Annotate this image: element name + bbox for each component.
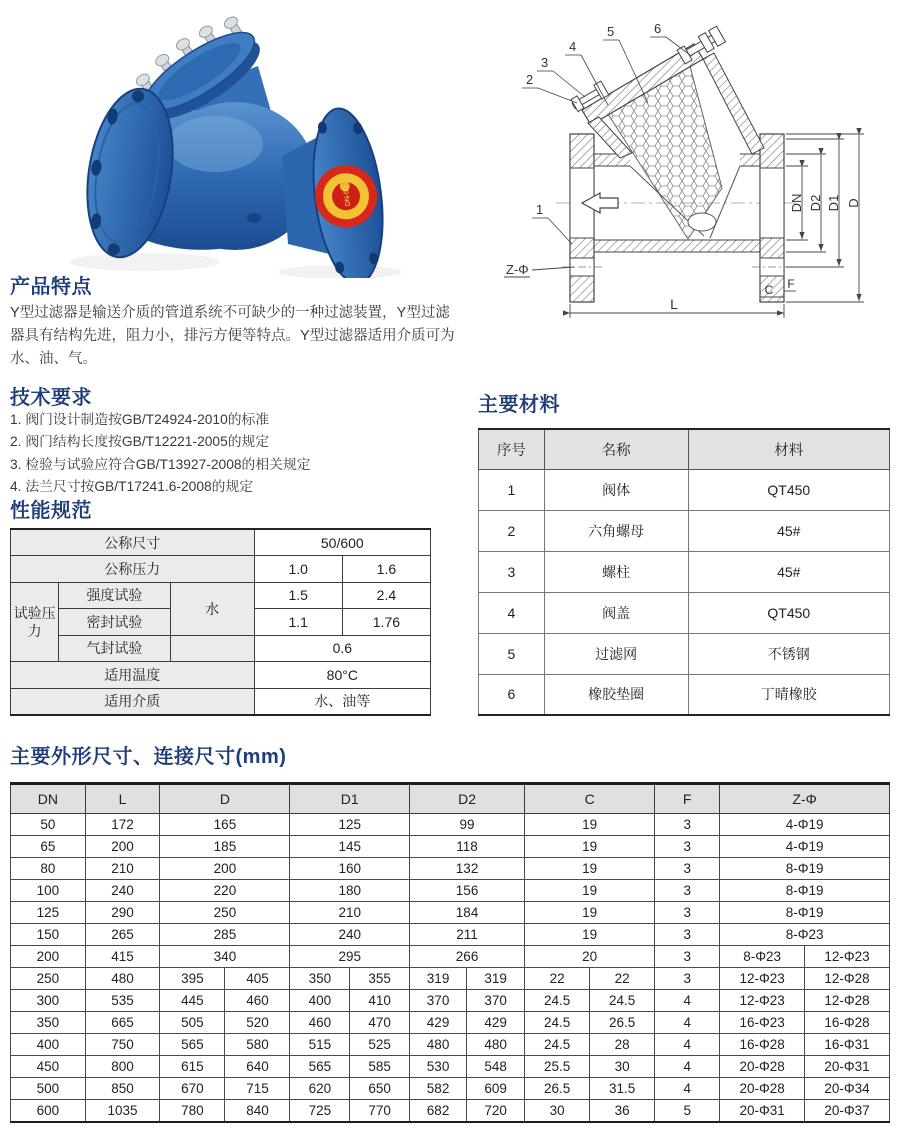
column-header: D2 — [410, 784, 525, 814]
table-cell: 125 — [290, 814, 410, 836]
table-cell: 20-Φ28 — [720, 1056, 805, 1078]
strainer-cross-section — [478, 6, 898, 331]
table-cell: 480 — [467, 1034, 525, 1056]
table-cell: 26.5 — [525, 1078, 590, 1100]
dimensions-table — [10, 782, 890, 1123]
table-cell: 4 — [655, 1034, 720, 1056]
table-cell: QT450 — [688, 592, 889, 633]
table-row — [479, 633, 890, 674]
table-row — [11, 902, 890, 924]
table-cell: 1.5 — [254, 582, 342, 609]
table-cell: 45# — [688, 510, 889, 551]
table-cell: 340 — [160, 946, 290, 968]
table-row — [479, 551, 890, 592]
column-header: L — [85, 784, 160, 814]
svg-text:D: D — [846, 198, 861, 208]
table-cell: 585 — [350, 1056, 410, 1078]
svg-text:5: 5 — [607, 24, 615, 39]
table-cell: 6 — [479, 674, 545, 715]
table-cell: 285 — [160, 924, 290, 946]
table-cell: 20 — [525, 946, 655, 968]
table-cell: 24.5 — [525, 1012, 590, 1034]
list-item: 2. 阀门结构长度按GB/T12221-2005的规定 — [10, 434, 270, 450]
table-row — [11, 1034, 890, 1056]
table-cell: 20-Φ34 — [805, 1078, 890, 1100]
table-cell: 26.5 — [590, 1012, 655, 1034]
table-cell: 429 — [467, 1012, 525, 1034]
table-cell: 4 — [479, 592, 545, 633]
table-row — [11, 662, 431, 689]
table-cell: 过滤网 — [544, 633, 688, 674]
table-cell: 螺柱 — [544, 551, 688, 592]
table-cell: 650 — [350, 1078, 410, 1100]
table-cell: 8-Φ23 — [720, 924, 890, 946]
column-header: DN — [11, 784, 86, 814]
table-cell: 145 — [290, 836, 410, 858]
table-cell: 试验压力 — [11, 582, 59, 662]
table-row — [11, 946, 890, 968]
table-cell: 200 — [85, 836, 160, 858]
table-cell: 535 — [85, 990, 160, 1012]
table-cell: 266 — [410, 946, 525, 968]
table-cell: 480 — [85, 968, 160, 990]
table-cell: 1.6 — [342, 556, 430, 583]
svg-text:4: 4 — [569, 39, 577, 54]
table-cell: 45# — [688, 551, 889, 592]
table-cell: 160 — [290, 858, 410, 880]
table-cell: 8-Φ19 — [720, 880, 890, 902]
table-cell: 16-Φ31 — [805, 1034, 890, 1056]
table-cell: 1 — [479, 469, 545, 510]
table-row — [11, 968, 890, 990]
table-cell: 六角螺母 — [544, 510, 688, 551]
table-cell: 615 — [160, 1056, 225, 1078]
table-cell: 4-Φ19 — [720, 814, 890, 836]
table-cell: 125 — [11, 902, 86, 924]
table-cell: 公称尺寸 — [11, 529, 255, 556]
table-cell: 450 — [11, 1056, 86, 1078]
table-row — [11, 990, 890, 1012]
table-cell: 19 — [525, 924, 655, 946]
table-cell: 3 — [655, 880, 720, 902]
table-cell: 2 — [479, 510, 545, 551]
table-cell: 24.5 — [590, 990, 655, 1012]
badge-text: DN-50 — [342, 185, 353, 207]
table-cell: 16-Φ28 — [720, 1034, 805, 1056]
table-row — [11, 1100, 890, 1122]
table-cell: 36 — [590, 1100, 655, 1122]
table-cell: 200 — [160, 858, 290, 880]
dimension-lines — [786, 134, 864, 302]
table-cell: 65 — [11, 836, 86, 858]
table-cell: 1.76 — [342, 609, 430, 636]
section-title-materials: 主要材料 — [478, 394, 560, 416]
table-row — [11, 858, 890, 880]
table-cell: 19 — [525, 880, 655, 902]
table-row — [11, 529, 431, 556]
svg-text:2: 2 — [526, 72, 534, 87]
table-row — [11, 836, 890, 858]
table-cell: 16-Φ28 — [805, 1012, 890, 1034]
table-cell: 515 — [290, 1034, 350, 1056]
svg-text:D2: D2 — [808, 194, 823, 212]
table-cell: 8-Φ23 — [720, 946, 805, 968]
table-cell: 8-Φ19 — [720, 858, 890, 880]
table-cell: 580 — [225, 1034, 290, 1056]
section-title-dimensions: 主要外形尺寸、连接尺寸(mm) — [10, 746, 287, 768]
table-cell: 395 — [160, 968, 225, 990]
table-cell: 165 — [160, 814, 290, 836]
table-cell: 429 — [410, 1012, 467, 1034]
table-cell: 20-Φ31 — [720, 1100, 805, 1122]
table-cell: 750 — [85, 1034, 160, 1056]
table-cell: 28 — [590, 1034, 655, 1056]
table-row — [11, 688, 431, 715]
table-cell: 19 — [525, 858, 655, 880]
table-cell: 适用介质 — [11, 688, 255, 715]
table-cell: 气封试验 — [59, 635, 170, 662]
column-header: 材料 — [688, 429, 889, 469]
table-cell: 670 — [160, 1078, 225, 1100]
table-cell: 210 — [290, 902, 410, 924]
svg-text:1: 1 — [536, 202, 544, 217]
table-cell: 4 — [655, 1056, 720, 1078]
table-cell: 620 — [290, 1078, 350, 1100]
table-row — [479, 469, 890, 510]
table-cell: 99 — [410, 814, 525, 836]
table-cell: 0.6 — [254, 635, 430, 662]
table-cell: 525 — [350, 1034, 410, 1056]
table-header-row — [11, 784, 890, 814]
table-row — [11, 814, 890, 836]
table-cell: 20-Φ28 — [720, 1078, 805, 1100]
list-item: 4. 法兰尺寸按GB/T17241.6-2008的规定 — [10, 479, 254, 495]
table-cell: 30 — [525, 1100, 590, 1122]
section-title-tech: 技术要求 — [10, 387, 92, 409]
table-cell: 3 — [655, 836, 720, 858]
table-cell: 530 — [410, 1056, 467, 1078]
section-title-performance: 性能规范 — [10, 500, 92, 522]
table-row — [11, 1056, 890, 1078]
table-row — [11, 556, 431, 583]
table-cell: 5 — [479, 633, 545, 674]
table-cell: 19 — [525, 836, 655, 858]
table-cell: 240 — [290, 924, 410, 946]
technical-drawing — [478, 6, 898, 331]
table-cell: 31.5 — [590, 1078, 655, 1100]
table-cell: 12-Φ23 — [720, 990, 805, 1012]
f-label: F — [787, 277, 795, 291]
table-cell: 180 — [290, 880, 410, 902]
table-cell: 3 — [655, 968, 720, 990]
table-cell: 12-Φ23 — [805, 946, 890, 968]
table-cell: 460 — [225, 990, 290, 1012]
table-cell: 50/600 — [254, 529, 430, 556]
product-photo — [30, 8, 450, 278]
table-cell: 548 — [467, 1056, 525, 1078]
svg-text:3: 3 — [541, 55, 549, 70]
table-cell: 582 — [410, 1078, 467, 1100]
table-cell: 3 — [655, 858, 720, 880]
table-cell: 250 — [160, 902, 290, 924]
column-header: F — [655, 784, 720, 814]
table-cell: 400 — [11, 1034, 86, 1056]
table-cell: 80°C — [254, 662, 430, 689]
table-cell: 400 — [290, 990, 350, 1012]
table-row — [11, 1078, 890, 1100]
table-cell: 480 — [410, 1034, 467, 1056]
table-cell: 3 — [655, 814, 720, 836]
table-cell: 370 — [410, 990, 467, 1012]
table-cell: 210 — [85, 858, 160, 880]
table-cell: 850 — [85, 1078, 160, 1100]
table-cell: 12-Φ28 — [805, 990, 890, 1012]
table-cell: 80 — [11, 858, 86, 880]
table-cell: 250 — [11, 968, 86, 990]
table-cell: 1.1 — [254, 609, 342, 636]
table-row — [11, 924, 890, 946]
table-cell: 3 — [655, 946, 720, 968]
table-cell: 715 — [225, 1078, 290, 1100]
table-row — [11, 582, 431, 609]
table-cell: 500 — [11, 1078, 86, 1100]
table-cell: 240 — [85, 880, 160, 902]
table-cell: 阀体 — [544, 469, 688, 510]
table-cell: 公称压力 — [11, 556, 255, 583]
table-cell: 20-Φ31 — [805, 1056, 890, 1078]
table-cell: 319 — [467, 968, 525, 990]
features-text: Y型过滤器是输送介质的管道系统不可缺少的一种过滤装置，Y型过滤器具有结构先进，阻力小，排污方便等特点。Y型过滤器适用介质可为水、油、气。 — [10, 305, 455, 368]
table-cell: 780 — [160, 1100, 225, 1122]
table-cell: 665 — [85, 1012, 160, 1034]
table-cell: 2.4 — [342, 582, 430, 609]
right-flange — [305, 105, 392, 278]
y-strainer-photo — [30, 8, 450, 278]
column-header: C — [525, 784, 655, 814]
table-cell — [170, 635, 254, 662]
performance-table — [10, 528, 431, 716]
column-header: Z-Φ — [720, 784, 890, 814]
table-cell: 185 — [160, 836, 290, 858]
c-label: C — [764, 283, 774, 297]
table-cell: 172 — [85, 814, 160, 836]
z-phi-label: Z-Φ — [506, 262, 529, 277]
table-cell: 1.0 — [254, 556, 342, 583]
table-cell: 适用温度 — [11, 662, 255, 689]
table-header-row — [479, 429, 890, 469]
list-item: 3. 检验与试验应符合GB/T13927-2008的相关规定 — [10, 456, 311, 472]
table-cell: 密封试验 — [59, 609, 170, 636]
table-cell: 1035 — [85, 1100, 160, 1122]
table-cell: 405 — [225, 968, 290, 990]
table-cell: 505 — [160, 1012, 225, 1034]
table-cell: 16-Φ23 — [720, 1012, 805, 1034]
table-cell: 770 — [350, 1100, 410, 1122]
table-cell: 800 — [85, 1056, 160, 1078]
table-cell: 355 — [350, 968, 410, 990]
svg-text:6: 6 — [654, 21, 662, 36]
table-cell: 强度试验 — [59, 582, 170, 609]
table-cell: 265 — [85, 924, 160, 946]
table-cell: 150 — [11, 924, 86, 946]
table-cell: 丁晴橡胶 — [688, 674, 889, 715]
table-cell: 220 — [160, 880, 290, 902]
column-header: D — [160, 784, 290, 814]
column-header: D1 — [290, 784, 410, 814]
table-cell: 不锈钢 — [688, 633, 889, 674]
table-cell: 118 — [410, 836, 525, 858]
table-row — [479, 592, 890, 633]
column-header: 序号 — [479, 429, 545, 469]
table-cell: 184 — [410, 902, 525, 924]
table-row — [479, 510, 890, 551]
table-row — [11, 1012, 890, 1034]
svg-text:DN: DN — [789, 193, 804, 213]
table-cell: 3 — [655, 924, 720, 946]
table-cell: QT450 — [688, 469, 889, 510]
table-cell: 600 — [11, 1100, 86, 1122]
table-cell: 3 — [479, 551, 545, 592]
table-cell: 阀盖 — [544, 592, 688, 633]
column-header: 名称 — [544, 429, 688, 469]
list-item: 1. 阀门设计制造按GB/T24924-2010的标准 — [10, 412, 270, 427]
table-cell: 350 — [290, 968, 350, 990]
table-cell: 20-Φ37 — [805, 1100, 890, 1122]
table-cell: 460 — [290, 1012, 350, 1034]
table-cell: 4 — [655, 990, 720, 1012]
table-cell: 5 — [655, 1100, 720, 1122]
table-cell: 50 — [11, 814, 86, 836]
table-cell: 720 — [467, 1100, 525, 1122]
table-cell: 12-Φ28 — [805, 968, 890, 990]
table-cell: 295 — [290, 946, 410, 968]
svg-text:D1: D1 — [826, 194, 841, 212]
table-cell: 19 — [525, 902, 655, 924]
table-cell: 470 — [350, 1012, 410, 1034]
table-cell: 4-Φ19 — [720, 836, 890, 858]
table-cell: 350 — [11, 1012, 86, 1034]
table-cell: 12-Φ23 — [720, 968, 805, 990]
table-cell: 200 — [11, 946, 86, 968]
table-cell: 25.5 — [525, 1056, 590, 1078]
table-cell: 30 — [590, 1056, 655, 1078]
table-cell: 水、油等 — [254, 688, 430, 715]
table-cell: 水 — [170, 582, 254, 635]
table-row — [11, 635, 431, 662]
tech-requirements-list — [10, 409, 470, 498]
table-cell: 410 — [350, 990, 410, 1012]
table-cell: 3 — [655, 902, 720, 924]
table-cell: 24.5 — [525, 990, 590, 1012]
table-cell: 682 — [410, 1100, 467, 1122]
l-label: L — [670, 296, 678, 312]
table-cell: 8-Φ19 — [720, 902, 890, 924]
table-cell: 370 — [467, 990, 525, 1012]
section-title-features: 产品特点 — [10, 276, 92, 298]
table-cell: 300 — [11, 990, 86, 1012]
table-cell: 415 — [85, 946, 160, 968]
table-cell: 4 — [655, 1078, 720, 1100]
table-cell: 445 — [160, 990, 225, 1012]
table-cell: 290 — [85, 902, 160, 924]
table-cell: 319 — [410, 968, 467, 990]
table-cell: 132 — [410, 858, 525, 880]
table-cell: 565 — [160, 1034, 225, 1056]
table-row — [11, 880, 890, 902]
table-row — [479, 674, 890, 715]
table-cell: 211 — [410, 924, 525, 946]
table-cell: 565 — [290, 1056, 350, 1078]
table-cell: 橡胶垫圈 — [544, 674, 688, 715]
table-cell: 840 — [225, 1100, 290, 1122]
table-cell: 520 — [225, 1012, 290, 1034]
table-cell: 156 — [410, 880, 525, 902]
table-cell: 725 — [290, 1100, 350, 1122]
table-cell: 100 — [11, 880, 86, 902]
table-cell: 19 — [525, 814, 655, 836]
table-cell: 640 — [225, 1056, 290, 1078]
table-cell: 22 — [525, 968, 590, 990]
table-cell: 22 — [590, 968, 655, 990]
table-cell: 4 — [655, 1012, 720, 1034]
dimension-labels — [789, 194, 861, 213]
table-cell: 609 — [467, 1078, 525, 1100]
table-cell: 24.5 — [525, 1034, 590, 1056]
materials-table — [478, 428, 890, 716]
